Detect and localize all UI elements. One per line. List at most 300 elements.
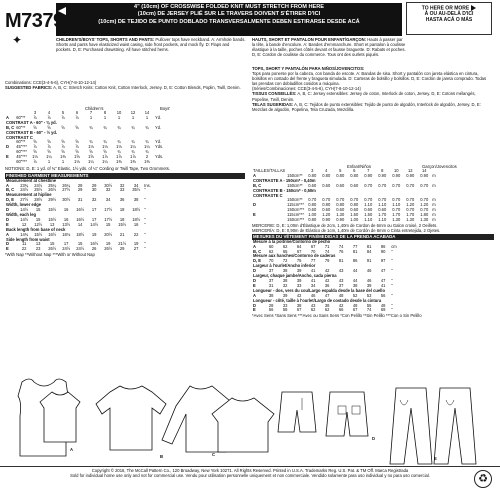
measure-value: 75 — [296, 258, 302, 264]
measure-value: 31 — [268, 282, 274, 288]
yardage-value: ¾ — [89, 139, 93, 145]
measure-value: 70 — [310, 248, 316, 254]
sizes-label: TAILLES/TALLAS — [253, 168, 286, 173]
footer — [0, 468, 500, 479]
yardage-value: ⅝ — [61, 139, 65, 145]
measure-value: 28½ — [34, 197, 43, 203]
yardage-value: 1.20 — [420, 202, 429, 208]
unit: Yds. — [154, 144, 164, 150]
measure-value: 46 — [366, 278, 372, 283]
yardage-value: 1¼ — [144, 144, 150, 150]
measure-value: 38 — [324, 302, 330, 308]
measure-value: 47 — [324, 292, 330, 298]
view-d-shorts-front — [326, 392, 368, 436]
measure-label: D, E — [253, 258, 261, 264]
yardage-label: E — [253, 212, 256, 218]
yardage-label: B, C — [253, 182, 262, 188]
measure-value: 66 — [338, 307, 344, 313]
yardage-value: 0.90 — [392, 172, 401, 178]
yardage-value: 1⅞ — [130, 154, 136, 160]
yardage-value: 0.60 — [322, 207, 331, 213]
unit: m — [432, 217, 436, 223]
unit: m — [432, 172, 436, 178]
measure-value: 22 — [21, 246, 27, 252]
measure-value: 41 — [310, 278, 316, 283]
yardage-value: ¾ — [131, 124, 135, 130]
yardage-value: 0.60 — [378, 207, 387, 213]
measure-value: 27½ — [20, 197, 29, 203]
fabric-width: 45"*** — [16, 144, 27, 150]
yardage-value: 0.70 — [308, 197, 317, 203]
unit: Yd. — [154, 139, 162, 145]
measure-label: D — [253, 278, 256, 283]
yardage-value: 1 — [103, 114, 107, 120]
unit: cm — [391, 243, 397, 249]
yardage-label: B, C — [6, 124, 15, 130]
measure-heading: Back length from base of neck — [6, 226, 66, 232]
measure-value: 70 — [268, 258, 274, 264]
yardage-value: 0.60 — [336, 207, 345, 213]
measure-value: 16½ — [76, 207, 85, 213]
measure-value: 39 — [282, 292, 288, 298]
yardage-value: 0.90 — [364, 172, 373, 178]
measure-value: 27 — [133, 246, 139, 252]
yardage-value: 0.90 — [322, 217, 331, 223]
view-label-b: B — [160, 454, 164, 459]
size-cell: 14 — [144, 110, 150, 115]
series: (Séries/Combinaciones: CCE(3-4-5-6), CYH(7-8-10-12-14) — [252, 86, 361, 92]
measure-value: 29½ — [48, 197, 57, 203]
es-title: TOPS, SHORT Y PANTALÓN PARA NIÑOS/JOVENCITOS: — [252, 66, 365, 71]
yardage-value: 0.80 — [336, 202, 345, 208]
measure-value: 18½ — [132, 207, 141, 213]
measure-value: 16 — [63, 207, 69, 213]
left-title: CHILDREN'S/BOYS' TOPS, SHORTS AND PANTS: — [56, 37, 155, 42]
tissus-label: TISSUS CONSEILLÉS: — [252, 91, 297, 97]
measure-title-metric: MESURES DU VÊTEMENT FINI/MEDIDAS DE LA PRENDA ACABADA — [252, 234, 494, 240]
yardage-value: ¾ — [117, 139, 121, 145]
measure-value: 84 — [366, 248, 372, 254]
combinations: Combinations: CCE(3-4-5-6), CYH(7-8-10-12-14) — [5, 80, 97, 85]
measure-label: A — [253, 243, 256, 249]
measure-value: 13½ — [62, 221, 71, 227]
unit: Yd. — [154, 124, 162, 130]
yardage-value: ⅝ — [75, 149, 79, 155]
yardage-value: 1.50 — [364, 212, 373, 218]
measure-label: B, C — [6, 187, 15, 193]
measure-value: 58 — [282, 307, 288, 313]
yardage-value: 1⅝ — [74, 154, 80, 160]
measure-value: 24½ — [34, 182, 43, 188]
measure-value: 55 — [366, 302, 372, 308]
unit: " — [144, 197, 146, 203]
measure-value: 43 — [338, 278, 344, 283]
measure-value: 18⅛ — [62, 231, 71, 237]
yardage-value: 1⅛ — [102, 144, 108, 150]
fabric-width: 45"*** — [16, 154, 27, 160]
measure-value: 26¼ — [62, 182, 71, 188]
yardage-value: 0.70 — [420, 207, 429, 213]
measure-value: 77 — [352, 243, 358, 249]
left-desc: Pullover tops have neckband. A: Armhole bands. Shorts and pants have elasticized waist casing, side front pockets, and mock fly. D: Flaps and pockets. D, E: Purchased drawstring. All have stitched hems. — [56, 37, 246, 53]
yardage-value: 0.60 — [336, 182, 345, 188]
yardage-value: ¾ — [145, 139, 149, 145]
unit: " — [391, 292, 393, 298]
unit: Yd. — [154, 114, 162, 120]
unit: " — [391, 258, 393, 264]
measure-value: 74 — [338, 243, 344, 249]
yardage-value: 1⅜ — [130, 159, 136, 165]
measure-label: A — [253, 292, 256, 298]
yardage-value: 1⅛ — [116, 144, 122, 150]
measure-value: 71 — [324, 243, 330, 249]
unit: m — [432, 182, 436, 188]
yardage-value: 0.70 — [322, 197, 331, 203]
yardage-value: 1.20 — [406, 202, 415, 208]
measure-heading: Largeur, chaque jambe/Ancho, cada pierna — [253, 273, 337, 279]
yardage-value: 1.10 — [378, 202, 387, 208]
measure-value: 37 — [338, 282, 344, 288]
measure-value: 13 — [35, 241, 41, 247]
yardage-value: 1.30 — [392, 217, 401, 223]
measure-value: 38 — [282, 268, 288, 274]
unit: m — [432, 207, 436, 213]
unit: " — [144, 207, 146, 213]
yardage-value: 1.30 — [406, 217, 415, 223]
size-cell: 12 — [130, 110, 136, 115]
measure-value: 38 — [352, 282, 358, 288]
telas-text: A, B, C: Tejidos de punto extensibles: Tejido de punto de algodón, Interlock de algodón, Jersey. D, E: Mezclas de algodón, Popelina, Tela Cruzada, Mezclilla. — [252, 101, 481, 112]
measure-value: 37 — [268, 278, 274, 283]
measure-value: 23 — [35, 246, 41, 252]
measure-value: 67 — [296, 307, 302, 313]
measure-value: 15½ — [118, 221, 127, 227]
view-b-flat — [40, 392, 80, 442]
measure-value: 30½ — [62, 197, 71, 203]
measure-value: 52 — [352, 292, 358, 298]
measure-value: 38 — [133, 197, 139, 203]
unit: m — [432, 212, 436, 218]
measure-value: 86 — [380, 243, 386, 249]
measure-value: 38 — [268, 292, 274, 298]
view-label-c: C — [212, 452, 216, 457]
yardage-value: 0.60 — [308, 207, 317, 213]
measure-heading: Width, lower edge — [6, 202, 41, 208]
stretch-to-fr: À OU AU-DELÀ D'ICI — [424, 11, 474, 18]
measure-value: 42 — [338, 302, 344, 308]
size-cell: 10 — [393, 168, 399, 173]
yardage-label: D — [253, 202, 256, 208]
measure-heading: Measurement at chestline — [6, 177, 57, 183]
measure-value: 41 — [310, 268, 316, 274]
measure-value: 48 — [338, 292, 344, 298]
yardage-value: 0.70 — [392, 207, 401, 213]
measure-value: 72 — [282, 258, 288, 264]
yardage-value: 0.80 — [308, 217, 317, 223]
yardage-value: 1⅛ — [32, 154, 38, 160]
size-cell: 12 — [407, 168, 413, 173]
measure-value: 16½ — [48, 231, 57, 237]
notions: NOTIONS: D, E: 1 yd. of ¾" Elastic, 1½ yds. of ¼" Cording or Twill Tape, Two Grommets. — [5, 165, 170, 171]
yardage-value: 1.50 — [350, 212, 359, 218]
measure-heading: Width, each leg — [6, 212, 36, 217]
yardage-value: ⅞ — [33, 114, 37, 120]
measure-heading: Largeur à l'ourlet/Ancho inferior — [253, 263, 316, 269]
yardage-value: ⅝ — [33, 139, 37, 145]
stretch-to-en: TO HERE OR MORE — [421, 5, 470, 12]
measure-value: 62 — [324, 307, 330, 313]
yardage-value: ⅞ — [75, 144, 79, 150]
measure-value: 62 — [282, 243, 288, 249]
star-icon: ✦ — [12, 33, 23, 47]
usage-note: Sold for individual home use only and not for commercial use. Vendu pour utilisation personnelle uniquement et non commerciale. Vendido solamente para uso individual y no para uso comercial. — [70, 473, 430, 479]
measure-value: 67 — [310, 243, 316, 249]
measure-value: 74 — [366, 307, 372, 313]
fabric-width: 60"** — [16, 124, 26, 130]
yardage-value: 1.30 — [336, 212, 345, 218]
measure-value: 13 — [49, 221, 55, 227]
measure-label: D, E — [6, 197, 14, 203]
measure-value: 79 — [324, 258, 330, 264]
measure-value: 81 — [366, 243, 372, 249]
fabric-width: 115cm*** — [287, 212, 304, 218]
measure-value: 17½ — [104, 207, 113, 213]
measure-value: 48 — [380, 302, 386, 308]
measure-value: 17 — [91, 216, 97, 222]
measure-value: 15 — [77, 241, 83, 247]
yardage-label: CONTRASTE C — [253, 192, 283, 198]
yardage-value: 1.10 — [364, 202, 373, 208]
yardage-value: 0.70 — [392, 182, 401, 188]
measure-label: E — [253, 282, 256, 288]
fabric-width: 60"*** — [16, 149, 27, 155]
fabrics-label: SUGGESTED FABRICS: — [5, 85, 53, 91]
yardage-value: 1¼ — [46, 154, 52, 160]
left-footnote: *With Nap **Without Nap ***With or Without Nap — [5, 252, 95, 258]
measure-value: 28 — [268, 302, 274, 308]
yardage-value: 0.70 — [364, 182, 373, 188]
size-cell: 4 — [47, 110, 51, 115]
measure-value: 31 — [77, 197, 83, 203]
yardage-label: A — [6, 114, 9, 120]
measure-value: 46 — [366, 268, 372, 274]
measure-value: 91 — [366, 258, 372, 264]
yardage-value: ¾ — [145, 149, 149, 155]
measure-value: 16 — [133, 221, 139, 227]
measure-value: 39 — [296, 268, 302, 274]
measure-value: 14½ — [20, 207, 29, 213]
measure-value: 39 — [296, 278, 302, 283]
measure-value: 60 — [268, 243, 274, 249]
mercerie: MERCERIE: D, E: 1,00m d'Élastique de 2cm, 1,40m de Cordon de 6mm ou Galon croisé, 2 Oeillets. — [252, 222, 438, 228]
measure-value: 33 — [119, 187, 125, 193]
yardage-value: 1.30 — [420, 217, 429, 223]
yardage-value: ¾ — [145, 124, 149, 130]
measure-value: 43 — [338, 268, 344, 274]
yardage-label: CONTRAST C — [6, 134, 33, 140]
measure-value: 17 — [91, 207, 97, 213]
yardage-value: 0.80 — [350, 172, 359, 178]
unit: " — [391, 268, 393, 274]
unit: " — [391, 278, 393, 283]
yardage-label: A — [253, 172, 256, 178]
unit: m — [432, 197, 436, 203]
yardage-value: 0.90 — [420, 172, 429, 178]
yardage-value: 1.00 — [350, 217, 359, 223]
yardage-value: ⅝ — [47, 139, 51, 145]
fabric-width: 60"*** — [16, 159, 27, 165]
measure-value: 25½ — [34, 187, 43, 193]
measure-value: 14½ — [90, 221, 99, 227]
yardage-label: CONTRAST A - 60" - ⅜ yd. — [6, 119, 57, 125]
yardage-label: D — [6, 144, 9, 150]
measure-value: 56 — [268, 307, 274, 313]
stretch-to-es: HASTA ACÁ O MÁS — [425, 17, 473, 24]
yardage-value: ¾ — [131, 149, 135, 155]
garcon-heading: Garçon/Jovencitos — [422, 164, 457, 169]
yardage-value: 1.20 — [322, 212, 331, 218]
yardage-value: 0.80 — [308, 202, 317, 208]
measure-value: 77 — [310, 258, 316, 264]
measure-label: D — [6, 241, 9, 247]
measure-value: 19 — [133, 241, 139, 247]
yardage-value: 0.60 — [350, 182, 359, 188]
children-heading: Children's — [85, 106, 104, 111]
yardage-value: 0.70 — [378, 197, 387, 203]
measure-label: A — [6, 182, 9, 188]
measure-label: A — [6, 231, 9, 237]
yardage-value: 0.70 — [406, 207, 415, 213]
measure-value: 30½ — [104, 182, 113, 188]
measure-value: 15½ — [34, 231, 43, 237]
measure-value: 76 — [338, 248, 344, 254]
yardage-value: 0.90 — [378, 172, 387, 178]
yardage-value: 0.70 — [350, 197, 359, 203]
measure-value: 18½ — [132, 216, 141, 222]
measure-heading: Side length from waist — [6, 236, 50, 242]
yardage-value: 1.10 — [364, 217, 373, 223]
yardage-value: 2 — [145, 154, 149, 160]
size-cell: 5 — [61, 110, 65, 115]
measure-value: 29 — [77, 187, 83, 193]
yardage-value: 1 — [117, 114, 121, 120]
measure-value: 81 — [338, 258, 344, 264]
yardage-value: ¾ — [103, 139, 107, 145]
measure-value: 14 — [77, 221, 83, 227]
footer-rule — [0, 466, 500, 467]
yardage-value: 0.70 — [336, 197, 345, 203]
measure-value: 18 — [119, 207, 125, 213]
measure-value: 33 — [296, 282, 302, 288]
measure-heading: Mesure à la poitrine/Contorno de pecho — [253, 238, 331, 244]
yardage-value: 1⅛ — [74, 159, 80, 165]
yardage-value: 1¼ — [88, 159, 94, 165]
measure-value: 62 — [310, 307, 316, 313]
measure-value: 12 — [21, 221, 27, 227]
yardage-value: ⅝ — [47, 149, 51, 155]
size-cell: 8 — [103, 110, 107, 115]
yardage-value: 0.60 — [364, 207, 373, 213]
measure-value: 16 — [63, 216, 69, 222]
yardage-value: 1.10 — [392, 202, 401, 208]
measure-value: 29 — [91, 182, 97, 188]
fr-desc: Hauts à passer par la tête, à bande d'encolure. A: Bandes d'emmanchure. Short et pantalon à coulisse élastique à la taille, poches côtés devant et fausse braguette. D: Rabats et poches. D, E: Cordon de coulisse du commerce. Tous ont des ourlets piqués. — [252, 37, 406, 58]
size-cell: 7 — [367, 168, 370, 173]
view-b-tee — [96, 386, 166, 450]
yardage-value: 1.80 — [420, 212, 429, 218]
yardage-label: E — [6, 154, 9, 160]
size-cell: 8 — [381, 168, 384, 173]
size-cell: 6 — [75, 110, 79, 115]
size-cell: 7 — [89, 110, 93, 115]
view-e-pants — [390, 388, 432, 464]
measure-heading: Measurement at hipline — [6, 192, 52, 198]
yardage-value: ¾ — [117, 124, 121, 130]
telas-label: TELAS SUGERIDAS: — [252, 101, 294, 107]
measure-value: 15 — [49, 241, 55, 247]
fabric-width: 150cm** — [287, 172, 303, 178]
view-label-d: D — [372, 436, 376, 441]
measure-label: E — [6, 221, 9, 227]
yardage-value: 1 — [145, 114, 149, 120]
measure-label: D — [253, 302, 256, 308]
measure-value: 42 — [324, 278, 330, 283]
banner-line-es: (10cm) DE TEJIDO DE PUNTO DOBLADO TRANSVERSALMENTE DEBEN ESTIRARSE DESDE ACÁ — [98, 18, 360, 25]
yardage-value: 0.60 — [350, 207, 359, 213]
measure-value: 33 — [282, 302, 288, 308]
unit: " — [144, 246, 146, 252]
yardage-value: ⅞ — [33, 144, 37, 150]
measure-value: 65 — [282, 248, 288, 254]
measure-value: 26½ — [104, 246, 113, 252]
yardage-value: 1 — [131, 114, 135, 120]
yardage-value: 0.80 — [308, 172, 317, 178]
yardage-value: 0.70 — [406, 182, 415, 188]
yardage-value: 0.60 — [308, 182, 317, 188]
es-desc: Tops para ponerse por la cabeza, con banda de escote. A: Bandas de sisa. Short y pantalón con jareta elástica en cintura, bolsillos en costado del frente y bragueta simulada. D: Carteras de bolsillo y bolsillos. D, E: Cordón de jareta comprado. Todas las prendas con dobladillos cosidos a máquina. — [252, 71, 487, 87]
measure-value: 44 — [352, 268, 358, 274]
boys-heading: Boys' — [160, 106, 171, 111]
measure-value: 42 — [324, 268, 330, 274]
yardage-value: 1⅛ — [88, 144, 94, 150]
measure-value: 90 — [380, 248, 386, 254]
yardage-value: ⅞ — [61, 114, 65, 120]
merceria: MERCERÍA: D, E: 0,90m de Elástico de 1cm, 1,40m de Cordón de 6mm o Cinta entretejida, 2 Ojetes. — [252, 228, 441, 234]
yardage-value: 1.00 — [308, 212, 317, 218]
measure-value: 32 — [91, 197, 97, 203]
measure-label: D — [6, 216, 9, 222]
measure-value: 14½ — [20, 216, 29, 222]
unit: " — [144, 216, 146, 222]
banner-line-en: 4" (10cm) OF CROSSWISE FOLDED KNIT MUST STRETCH FROM HERE — [133, 4, 325, 10]
measure-value: 26½ — [48, 187, 57, 193]
measure-value: 74 — [324, 248, 330, 254]
yardage-value: 1.70 — [392, 212, 401, 218]
measure-value: 14¾ — [20, 231, 29, 237]
measure-value: 43 — [310, 302, 316, 308]
measure-value: 47 — [380, 268, 386, 274]
measure-value: 34 — [133, 182, 139, 188]
yardage-value: ¾ — [117, 149, 121, 155]
fabric-width: 150cm** — [287, 197, 303, 203]
pattern-number: M7379 — [5, 10, 64, 32]
measure-value: 15 — [105, 221, 111, 227]
measure-value: 47 — [380, 278, 386, 283]
yardage-value: 0.80 — [350, 202, 359, 208]
fabric-width: 150cm*** — [287, 217, 305, 223]
measure-value: 32 — [119, 182, 125, 188]
measure-value: 17 — [63, 241, 69, 247]
